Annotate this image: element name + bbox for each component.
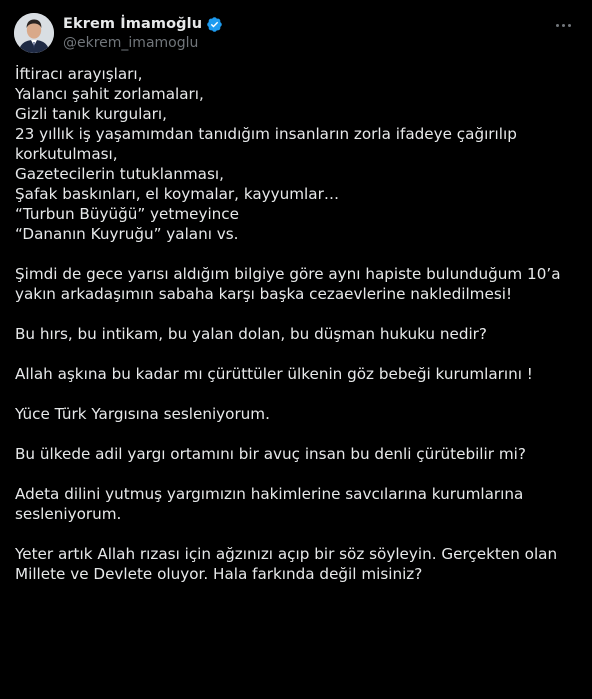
paragraph-gap [15,384,581,404]
tweet-text-line: Şimdi de gece yarısı aldığım bilgiye göre aynı hapiste bulunduğum 10’a [15,265,561,283]
tweet-text-line: Bu hırs, bu intikam, bu yalan dolan, bu düşman hukuku nedir? [15,325,487,343]
paragraph-gap [15,244,581,264]
tweet-text-line: Yalancı şahit zorlamaları, [15,85,204,103]
display-name[interactable]: Ekrem İmamoğlu [63,16,203,32]
handle[interactable]: @ekrem_imamoglu [63,35,199,51]
tweet-text-line: Gazetecilerin tutuklanması, [15,165,224,183]
tweet-text-line: korkutulması, [15,145,118,163]
paragraph-gap [15,344,581,364]
tweet-text-line: İftiracı arayışları, [15,65,143,83]
tweet-text-line: “Dananın Kuyruğu” yalanı vs. [15,225,239,243]
tweet-header [12,11,582,57]
tweet-text-line: Şafak baskınları, el koymalar, kayyumlar… [15,185,340,203]
tweet-text-line: Gizli tanık kurguları, [15,105,167,123]
tweet-text-line: Yeter artık Allah rızası için ağzınızı açıp bir söz söyleyin. Gerçekten olan [15,545,558,563]
paragraph-gap [15,524,581,544]
tweet-text-line: Allah aşkına bu kadar mı çürüttüler ülkenin göz bebeği kurumlarını ! [15,365,533,383]
avatar[interactable] [14,13,54,53]
tweet-text-line: 23 yıllık iş yaşamımdan tanıdığım insanların zorla ifadeye çağırılıp [15,125,517,143]
paragraph-gap [15,464,581,484]
name-row [63,14,223,34]
tweet-text-line: sesleniyorum. [15,505,122,523]
tweet-text-line: yakın arkadaşımın sabaha karşı başka cezaevlerine nakledilmesi! [15,285,513,303]
tweet-text-line: Bu ülkede adil yargı ortamını bir avuç insan bu denli çürütebilir mi? [15,445,526,463]
tweet-text-line: Yüce Türk Yargısına sesleniyorum. [15,405,270,423]
tweet-text-line: Millete ve Devlete oluyor. Hala farkında değil misiniz? [15,565,423,583]
verified-badge-icon [206,16,223,33]
paragraph-gap [15,424,581,444]
paragraph-gap [15,304,581,324]
tweet-text [15,64,581,584]
tweet-text-line: Adeta dilini yutmuş yargımızın hakimlerine savcılarına kurumlarına [15,485,524,503]
more-horizontal-icon[interactable] [550,15,576,35]
tweet-text-line: “Turbun Büyüğü” yetmeyince [15,205,239,223]
